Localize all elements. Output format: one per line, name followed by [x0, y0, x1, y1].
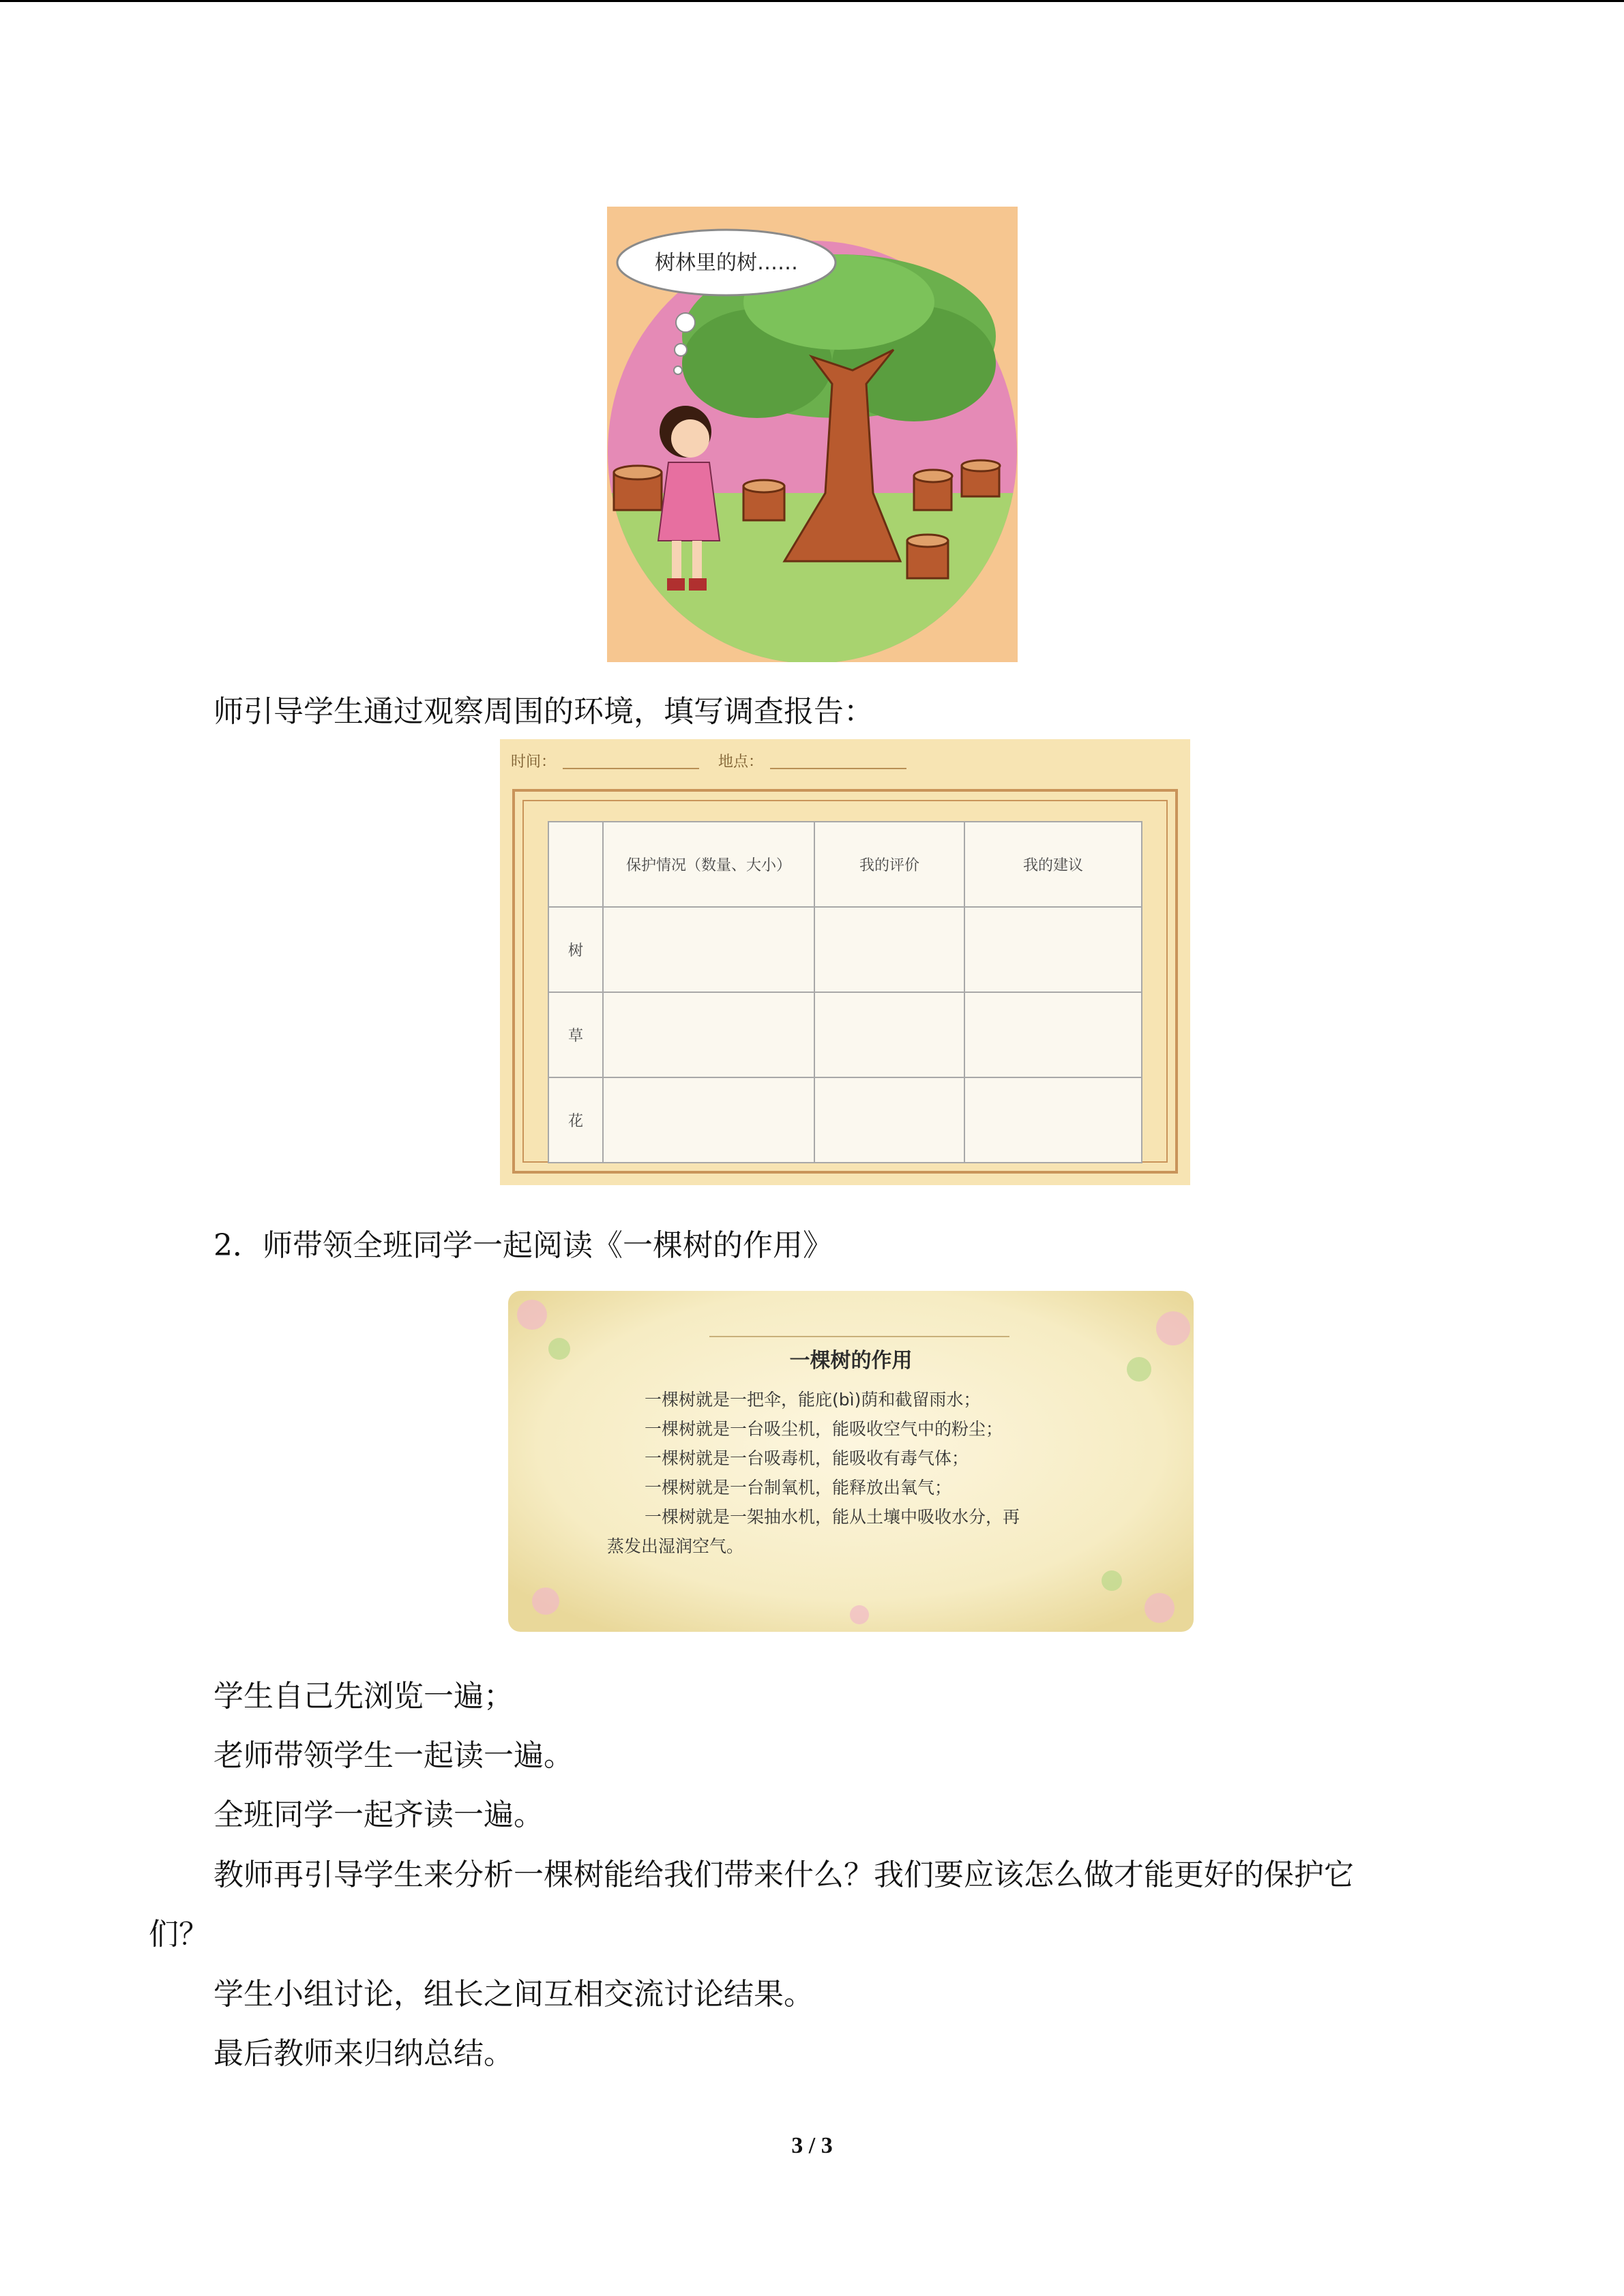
- survey-cell: [964, 1077, 1142, 1163]
- top-border-line: [0, 0, 1624, 2]
- survey-cell: [964, 907, 1142, 992]
- reading-line: 一棵树就是一台吸尘机，能吸收空气中的粉尘；: [645, 1419, 1003, 1439]
- intro-paragraph: 师引导学生通过观察周围的环境，填写调查报告：: [213, 694, 874, 729]
- reading-line: 一棵树就是一把伞，能庇(bì)荫和截留雨水；: [645, 1390, 981, 1410]
- reading-line: 一棵树就是一台制氧机，能释放出氧气；: [645, 1478, 952, 1497]
- survey-cell: [814, 1077, 964, 1163]
- body-paragraph: 全班同学一起齐读一遍。: [213, 1798, 544, 1832]
- survey-cell: [964, 992, 1142, 1077]
- reading-line: 一棵树就是一架抽水机，能从土壤中吸收水分，再: [645, 1507, 1020, 1527]
- time-blank: [563, 768, 699, 769]
- place-blank: [770, 768, 906, 769]
- survey-cell: [814, 992, 964, 1077]
- survey-cell: [814, 907, 964, 992]
- survey-cell: [603, 992, 814, 1077]
- survey-cell: [603, 907, 814, 992]
- body-paragraph: 们？: [149, 1917, 209, 1952]
- page-number: 3 / 3: [791, 2133, 833, 2158]
- section-2-heading: 2．师带领全班同学一起阅读《一棵树的作用》: [213, 1228, 833, 1263]
- survey-header-cell: [548, 822, 603, 907]
- time-label: 时间：: [511, 754, 557, 771]
- survey-row-label: 树: [548, 907, 603, 992]
- reading-line: 一棵树就是一台吸毒机，能吸收有毒气体；: [645, 1448, 969, 1468]
- survey-form-image: [500, 739, 1190, 1185]
- reading-card-title: 一棵树的作用: [789, 1349, 913, 1373]
- body-paragraph: 教师再引导学生来分析一棵树能给我们带来什么？我们要应该怎么做才能更好的保护它: [213, 1858, 1354, 1892]
- survey-header-cell: 我的建议: [964, 822, 1142, 907]
- survey-table: [548, 821, 1142, 1163]
- survey-row-label: 花: [548, 1077, 603, 1163]
- reading-line: 蒸发出湿润空气。: [607, 1536, 744, 1556]
- survey-row-label: 草: [548, 992, 603, 1077]
- survey-row: [548, 907, 1142, 992]
- body-paragraph: 学生小组讨论，组长之间互相交流讨论结果。: [213, 1977, 814, 2012]
- place-label: 地点：: [718, 754, 764, 771]
- survey-header-row: [548, 822, 1142, 907]
- survey-row: [548, 1077, 1142, 1163]
- body-paragraph: 学生自己先浏览一遍；: [213, 1679, 514, 1714]
- tree-illustration: [607, 207, 1018, 662]
- thought-bubble-text: 树林里的树……: [655, 251, 798, 275]
- survey-row: [548, 992, 1142, 1077]
- reading-card-image: [505, 1287, 1197, 1635]
- body-paragraph: 老师带领学生一起读一遍。: [213, 1738, 574, 1773]
- body-paragraph: 最后教师来归纳总结。: [213, 2036, 514, 2071]
- survey-header-cell: 保护情况（数量、大小）: [603, 822, 814, 907]
- survey-cell: [603, 1077, 814, 1163]
- survey-header-cell: 我的评价: [814, 822, 964, 907]
